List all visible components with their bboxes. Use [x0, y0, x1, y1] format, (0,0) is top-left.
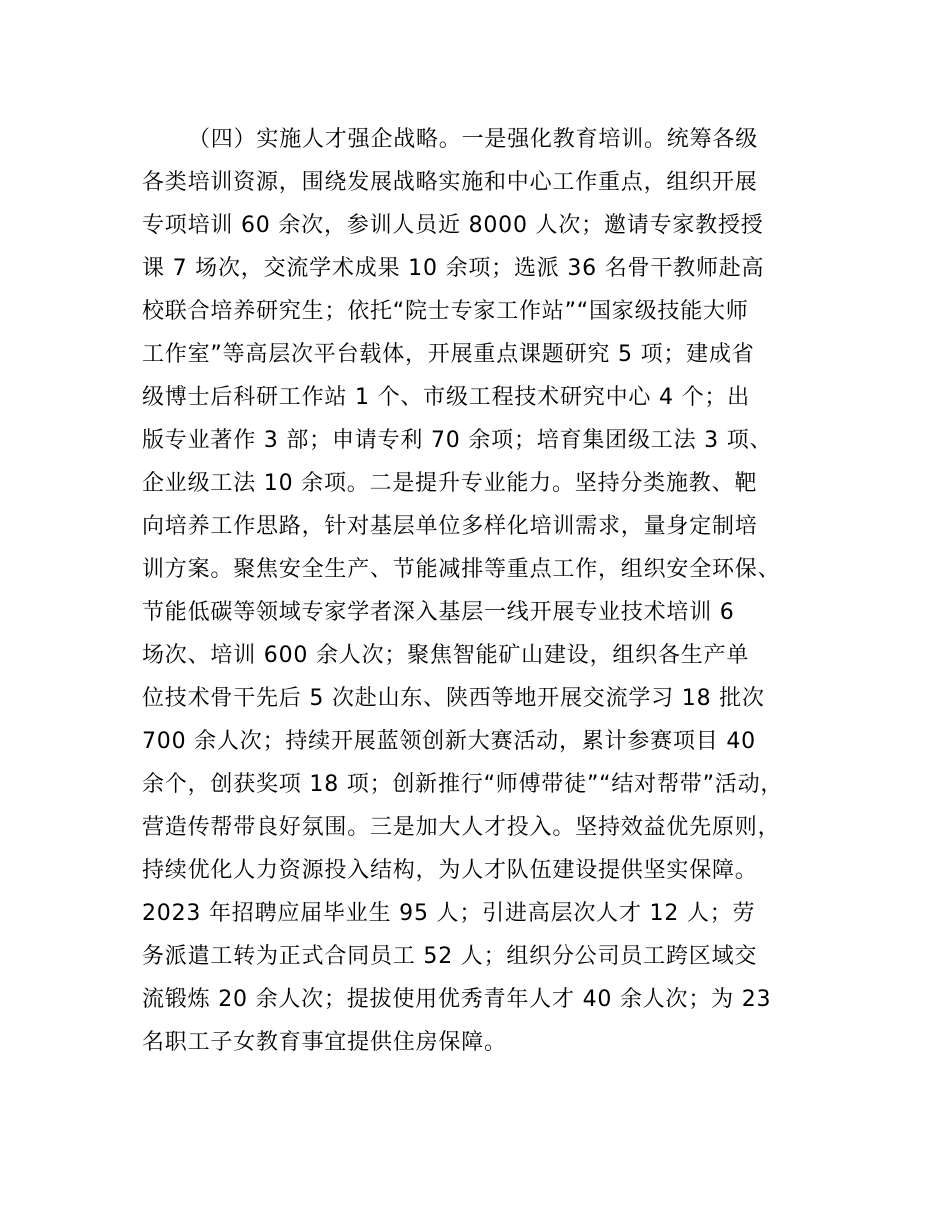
paragraph-line: 版专业著作 3 部；申请专利 70 余项；培育集团级工法 3 项、	[142, 428, 773, 453]
paragraph-line: 务派遣工转为正式合同员工 52 人；组织分公司员工跨区域交	[142, 944, 758, 969]
paragraph-line: 工作室”等高层次平台载体，开展重点课题研究 5 项；建成省	[142, 342, 755, 367]
paragraph-line: 持续优化人力资源投入结构，为人才队伍建设提供坚实保障。	[142, 858, 758, 883]
paragraph-line: 流锻炼 20 余人次；提拔使用优秀青年人才 40 余人次；为 23	[142, 987, 772, 1012]
paragraph-line: 营造传帮带良好氛围。三是加大人才投入。坚持效益优先原则，	[142, 815, 781, 840]
paragraph-line: 专项培训 60 余次，参训人员近 8000 人次；邀请专家教授授	[142, 213, 764, 238]
paragraph-line: 各类培训资源，围绕发展战略实施和中心工作重点，组织开展	[142, 170, 758, 195]
paragraph-line: 向培养工作思路，针对基层单位多样化培训需求，量身定制培	[142, 514, 758, 539]
paragraph-line: 余个，创获奖项 18 项；创新推行“师傅带徒”“结对帮带”活动，	[142, 772, 784, 797]
body-paragraph	[142, 125, 842, 1071]
paragraph-line: 课 7 场次，交流学术成果 10 余项；选派 36 名骨干教师赴高	[142, 256, 765, 281]
paragraph-line: 训方案。聚焦安全生产、节能减排等重点工作，组织安全环保、	[142, 557, 781, 582]
paragraph-line: 场次、培训 600 余人次；聚焦智能矿山建设，组织各生产单	[142, 643, 750, 668]
paragraph-line: 2023 年招聘应届毕业生 95 人；引进高层次人才 12 人；劳	[142, 901, 756, 926]
paragraph-line: 位技术骨干先后 5 次赴山东、陕西等地开展交流学习 18 批次	[142, 686, 765, 711]
paragraph-line: 700 余人次；持续开展蓝领创新大赛活动，累计参赛项目 40	[142, 729, 756, 754]
paragraph-line: 企业级工法 10 余项。二是提升专业能力。坚持分类施教、靶	[142, 471, 758, 496]
paragraph-line: 节能低碳等领域专家学者深入基层一线开展专业技术培训 6	[142, 600, 735, 625]
paragraph-line: 校联合培养研究生；依托“院士专家工作站”“国家级技能大师	[142, 299, 749, 324]
paragraph-line: 名职工子女教育事宜提供住房保障。	[142, 1030, 507, 1055]
paragraph-line: 级博士后科研工作站 1 个、市级工程技术研究中心 4 个；出	[142, 385, 750, 410]
paragraph-line: （四）实施人才强企战略。一是强化教育培训。统筹各级	[188, 127, 759, 152]
